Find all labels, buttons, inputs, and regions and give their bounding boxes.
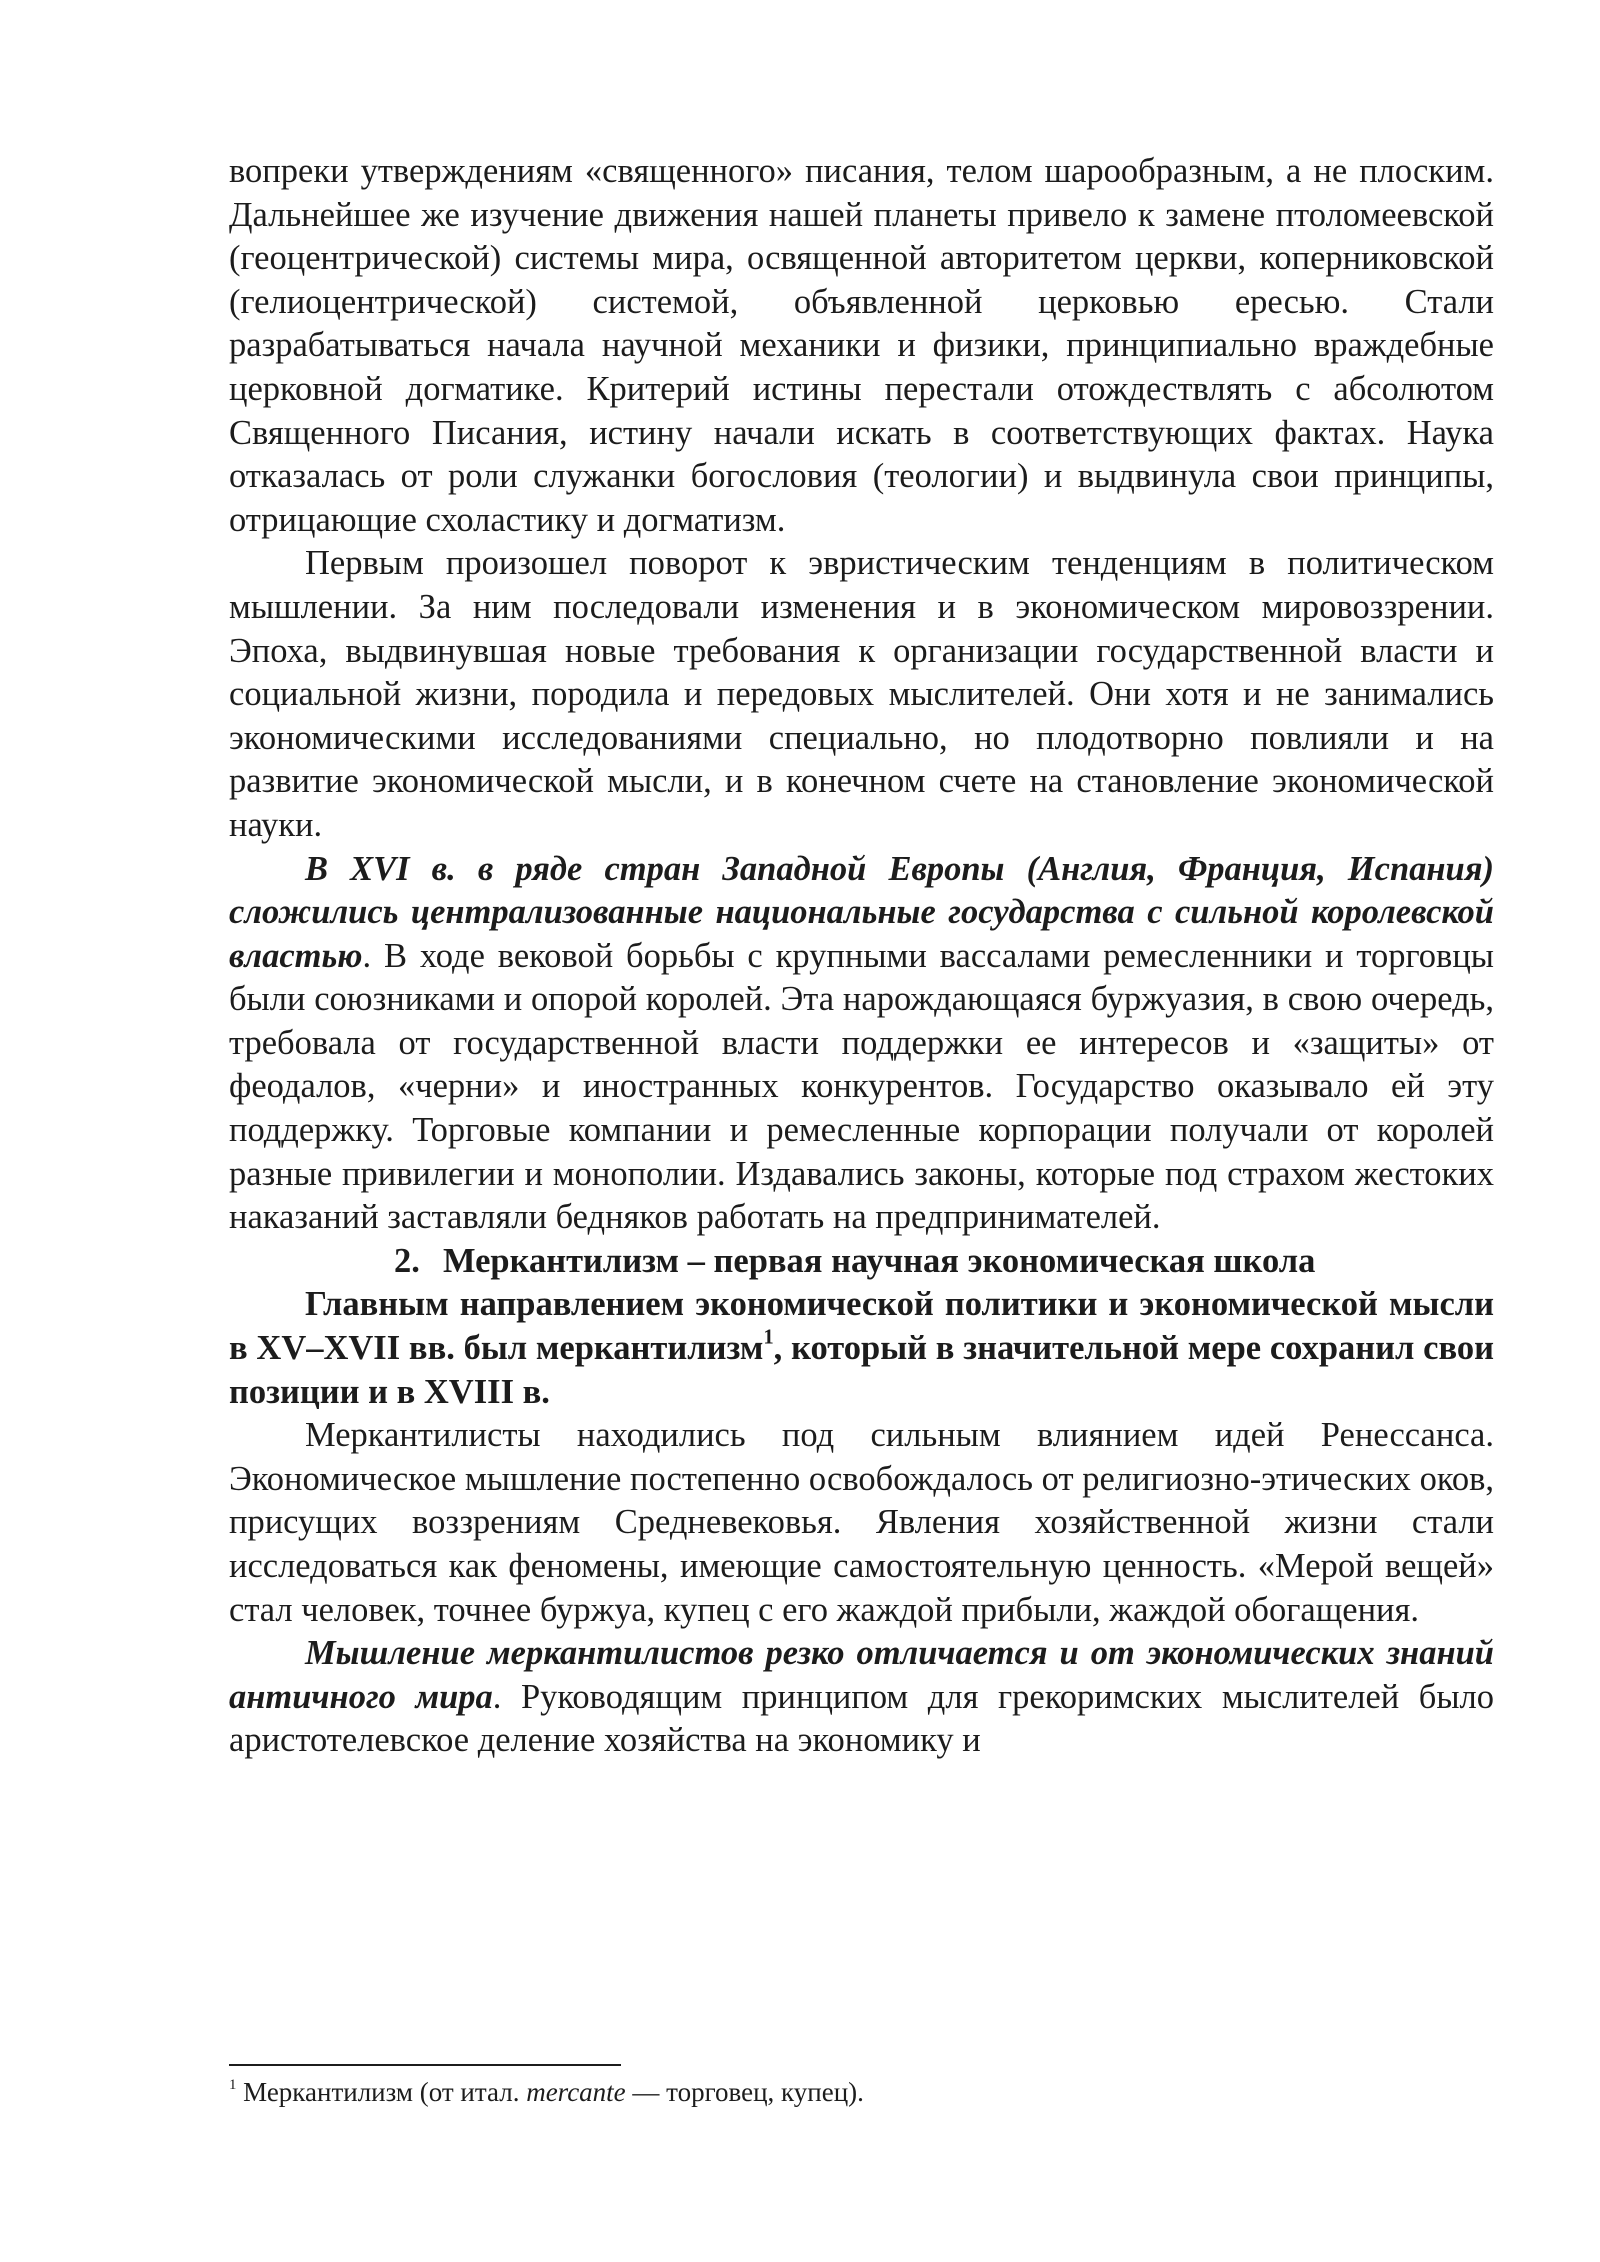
paragraph-3-text: . В ходе вековой борьбы с крупными вассалами ремесленники и торговцы были союзниками и опорой королей. Эта нарождающаяся буржуазия, в свою очередь, требовала от государственной власти поддержки ее интересов и «защиты» от феодалов, «черни» и иностранных конкурентов. Государство оказывало ей эту поддержку. Торговые компании и ремесленные корпорации получали от королей разные привилегии и монополии. Издавались законы, которые под страхом жестоких наказаний заставляли бедняков работать на предпринимателей. bbox=[229, 936, 1494, 1237]
paragraph-6 bbox=[229, 1632, 1494, 1763]
paragraph-3 bbox=[229, 848, 1494, 1240]
paragraph-1: вопреки утверждениям «священного» писания, телом шарообразным, а не плоским. Дальнейшее же изучение движения нашей планеты привело к замене птоломеевской (геоцентрической) системы мира, освященной авторитетом церкви, коперниковской (гелиоцентрической) системой, объявленной церковью ересью. Стали разрабатываться начала научной механики и физики, принципиально враждебные церковной догматике. Критерий истины перестали отождествлять с абсолютом Священного Писания, истину начали искать в соответствующих фактах. Наука отказалась от роли служанки богословия (теологии) и выдвинула свои принципы, отрицающие схоластику и догматизм. bbox=[229, 152, 1494, 539]
footnote-separator bbox=[229, 2064, 621, 2066]
section-heading-text: Меркантилизм – первая научная экономическая школа bbox=[443, 1241, 1316, 1280]
footnote-text: Меркантилизм (от итал. bbox=[236, 2077, 527, 2107]
section-heading bbox=[229, 1240, 1494, 1284]
footnote-reference[interactable]: 1 bbox=[763, 1326, 774, 1349]
footnote-term: mercante bbox=[526, 2077, 626, 2107]
paragraph-2: Первым произошел поворот к эвристическим тенденциям в политическом мышлении. За ним последовали изменения и в экономическом мировоззрении. Эпоха, выдвинувшая новые требования к организации государственной власти и социальной жизни, породила и передовых мыслителей. Они хотя и не занимались экономическими исследованиями специально, но плодотворно повлияли и на развитие экономической мысли, и в конечном счете на становление экономической науки. bbox=[229, 544, 1494, 844]
page-body bbox=[229, 150, 1494, 1763]
paragraph-6-text: . Руководящим принципом для грекоримских мыслителей было аристотелевское деление хозяйства на экономику и bbox=[229, 1677, 1494, 1760]
footnote bbox=[229, 2076, 1494, 2108]
paragraph-5: Меркантилисты находились под сильным влиянием идей Ренессанса. Экономическое мышление постепенно освобождалось от религиозно-этических оков, присущих воззрениям Средневековья. Явления хозяйственной жизни стали исследоваться как феномены, имеющие самостоятельную ценность. «Мерой вещей» стал человек, точнее буржуа, купец с его жаждой прибыли, жаждой обогащения. bbox=[229, 1416, 1494, 1629]
paragraph-4-text-end: , который в значительной мере сохранил свои позиции и в XVIII в. bbox=[229, 1329, 1494, 1411]
paragraph-3-emphasis: В XVI в. в ряде стран Западной Европы (Англия, Франция, Испания) сложились централизованные национальные государства с сильной королевской властью bbox=[229, 849, 1494, 975]
section-heading-number: 2. bbox=[394, 1241, 420, 1280]
footnote-text-end: — торговец, купец). bbox=[625, 2077, 864, 2107]
paragraph-6-emphasis: Мышление меркантилистов резко отличается и от экономических знаний античного мира bbox=[229, 1634, 1494, 1716]
paragraph-4-text: Главным направлением экономической политики и экономической мысли в XV–XVII вв. был меркантилизм bbox=[229, 1285, 1494, 1368]
footnote-mark: 1 bbox=[229, 2077, 237, 2094]
paragraph-4 bbox=[229, 1283, 1494, 1414]
